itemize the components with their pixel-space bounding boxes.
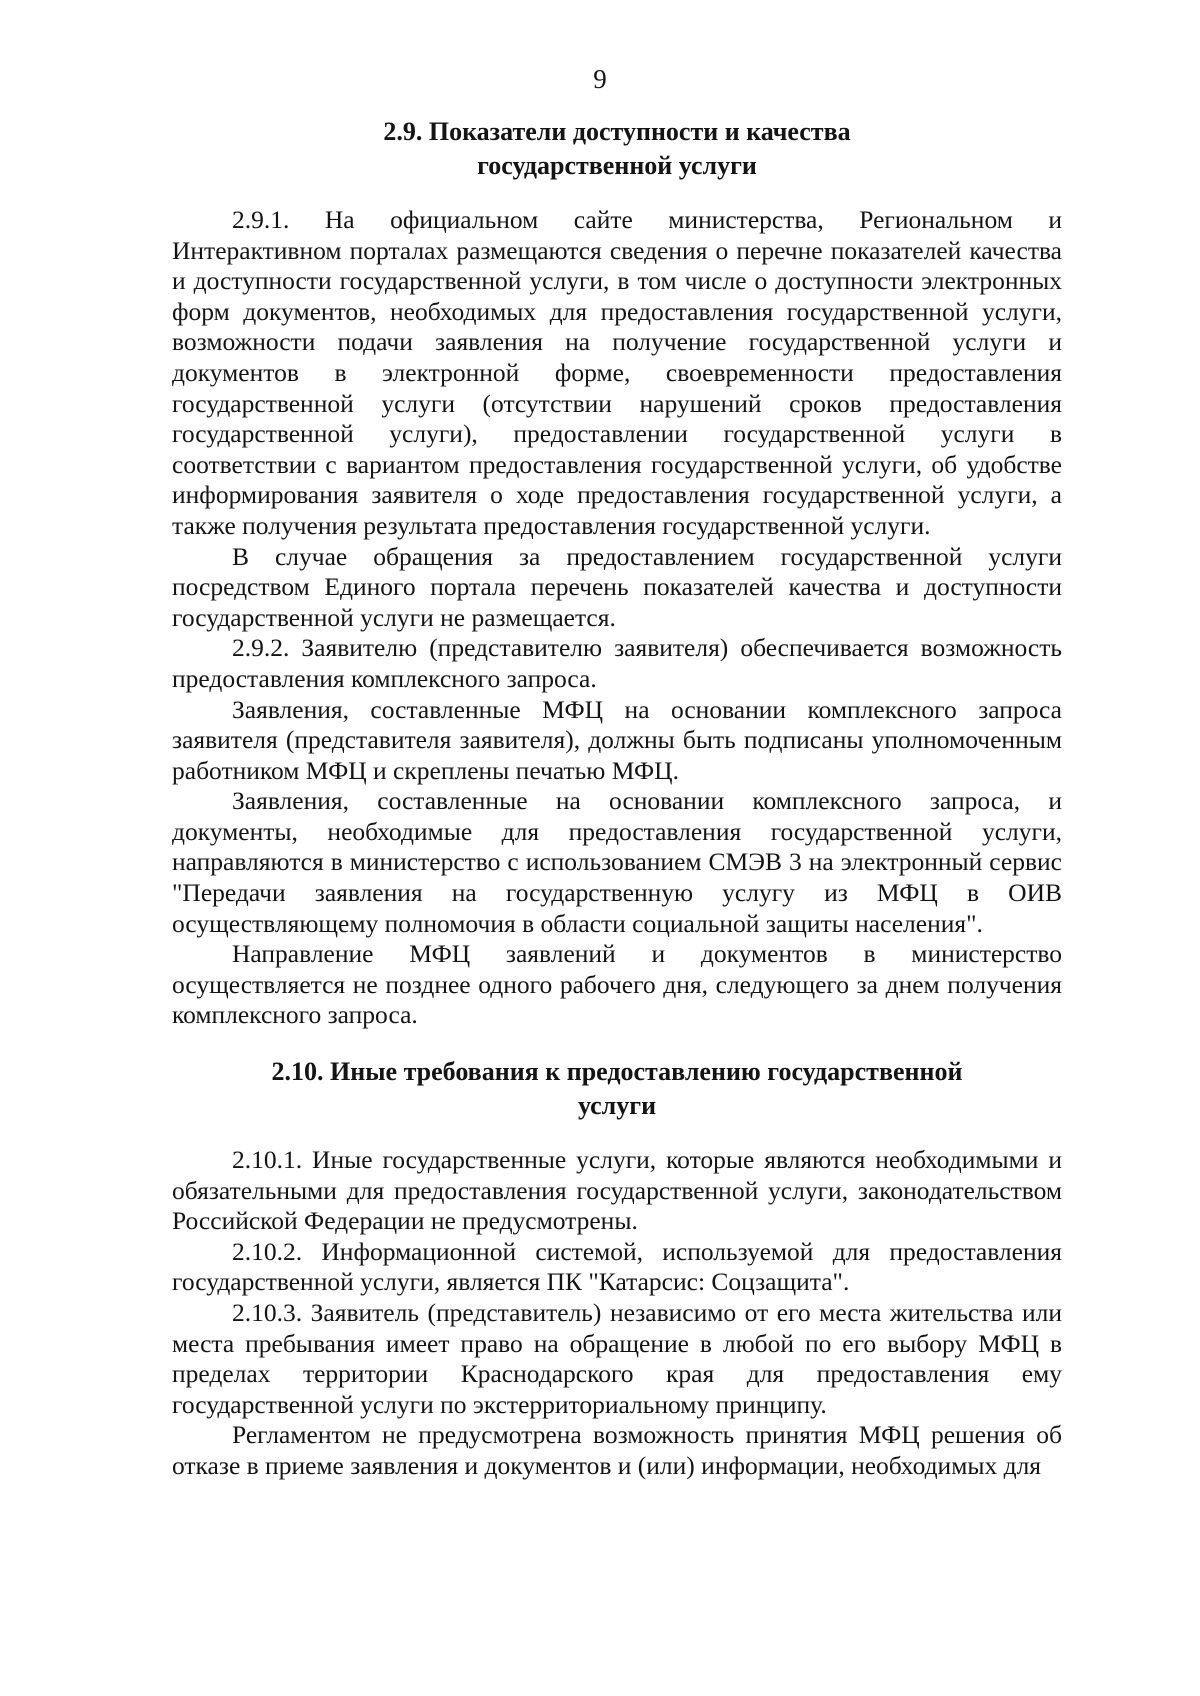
paragraph-2-10-1: 2.10.1. Иные государственные услуги, которые являются необходимыми и обязательными для предоставления государственной услуги, законодательством Российской Федерации не предусмотрены. — [172, 1145, 1062, 1236]
section-2-10 — [172, 1055, 1062, 1482]
paragraph-2-9-2: 2.9.2. Заявителю (представителю заявителя) обеспечивается возможность предоставления комплексного запроса. — [172, 633, 1062, 693]
section-2-9-heading-line1: 2.9. Показатели доступности и качества — [383, 117, 851, 146]
spacer — [172, 1123, 1062, 1145]
section-2-10-heading — [172, 1055, 1062, 1123]
paragraph-reglament: Регламентом не предусмотрена возможность принятия МФЦ решения об отказе в приеме заявления и документов и (или) информации, необходимых для — [172, 1420, 1062, 1480]
section-2-10-heading-line1: 2.10. Иные требования к предоставлению государственной — [271, 1057, 963, 1086]
paragraph-zayavleniya-smev: Заявления, составленные на основании комплексного запроса, и документы, необходимые для предоставления государственной услуги, направляются в министерство с использованием СМЭВ 3 на электронный сервис "Передачи заявления на государственную услугу из МФЦ в ОИВ осуществляющему полномочия в области социальной защиты населения". — [172, 786, 1062, 938]
section-2-9-heading-line2: государственной услуги — [477, 151, 757, 180]
page-number: 9 — [593, 64, 607, 94]
section-2-9-heading — [172, 115, 1062, 183]
paragraph-2-10-2: 2.10.2. Информационной системой, используемой для предоставления государственной услуги, является ПК "Катарсис: Соцзащита". — [172, 1236, 1062, 1297]
section-2-10-heading-line2: услуги — [577, 1091, 657, 1120]
paragraph-2-10-3: 2.10.3. Заявитель (представитель) независимо от его места жительства или места пребывания имеет право на обращение в любой по его выбору МФЦ в пределах территории Краснодарского края для предоставления ему государственной услуги по экстерриториальному принципу. — [172, 1297, 1062, 1419]
paragraph-2-9-1: 2.9.1. На официальном сайте министерства, Региональном и Интерактивном порталах размещаются сведения о перечне показателей качества и доступности государственной услуги, в том числе о доступности электронных форм документов, необходимых для предоставления государственной услуги, возможности подачи заявления на получение государственной услуги и документов в электронной форме, своевременности предоставления государственной услуги (отсутствии нарушений сроков предоставления государственной услуги), предоставлении государственной услуги в соответствии с вариантом предоставления государственной услуги, об удобстве информирования заявителя о ходе предоставления государственной услуги, а также получения результата предоставления государственной услуги. — [172, 205, 1062, 540]
paragraph-napravlenie-mfc: Направление МФЦ заявлений и документов в министерство осуществляется не позднее одного рабочего дня, следующего за днем получения комплексного запроса. — [172, 939, 1062, 1030]
paragraph-edinyi-portal: В случае обращения за предоставлением государственной услуги посредством Единого портала перечень показателей качества и доступности государственной услуги не размещается. — [172, 541, 1062, 632]
paragraph-zayavleniya-mfc: Заявления, составленные МФЦ на основании комплексного запроса заявителя (представителя заявителя), должны быть подписаны уполномоченным работником МФЦ и скреплены печатью МФЦ. — [172, 694, 1062, 785]
section-2-9 — [172, 115, 1062, 1031]
spacer — [172, 183, 1062, 205]
